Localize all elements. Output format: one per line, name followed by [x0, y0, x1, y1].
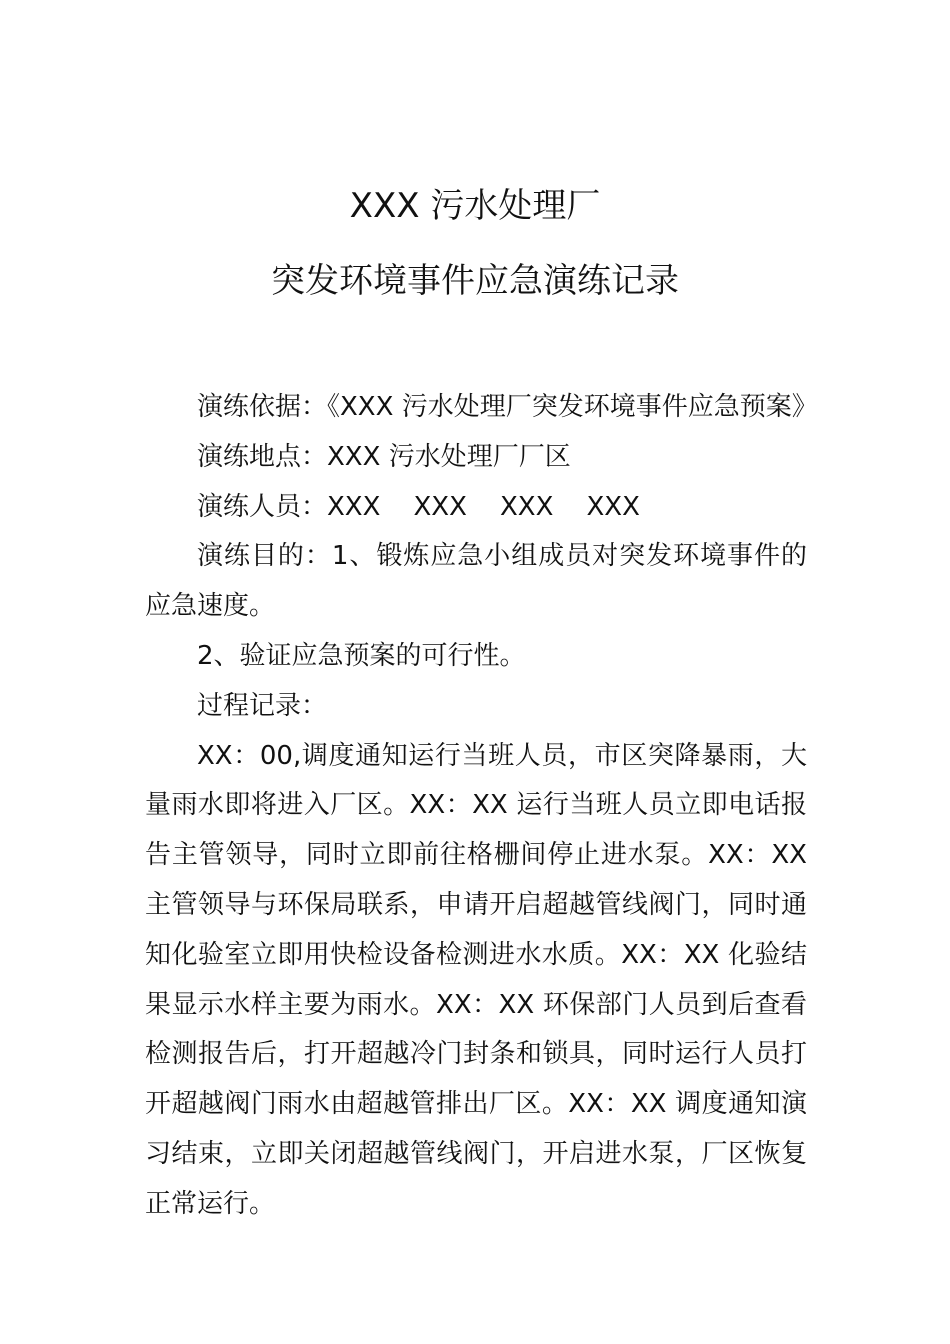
document-title-line-1: XXX 污水处理厂	[349, 186, 601, 226]
process-record-heading: 过程记录：	[197, 690, 328, 721]
drill-personnel-paragraph: 演练人员：XXX XXX XXX XXX	[197, 491, 640, 522]
drill-location-paragraph: 演练地点：XXX 污水处理厂厂区	[197, 441, 571, 472]
drill-purpose-paragraph: 演练目的：1、锻炼应急小组成员对突发环境事件的应急速度。	[145, 541, 807, 622]
drill-basis-paragraph: 演练依据：《XXX 污水处理厂突发环境事件应急预案》	[197, 392, 818, 422]
document-title-line-2: 突发环境事件应急演练记录	[271, 261, 679, 301]
drill-purpose-item-2: 2、验证应急预案的可行性。	[197, 640, 526, 671]
document-body	[145, 383, 818, 1230]
process-record-paragraph: XX：00,调度通知运行当班人员，市区突降暴雨，大量雨水即将进入厂区。XX：XX 运行当班人员立即电话报告主管领导，同时立即前往格栅间停止进水泵。XX：XX 主管领导与环保局联系，申请开启超越管线阀门，同时通知化验室立即用快检设备检测进水水质。XX：XX 化验结果显示水样主要为雨水。XX：XX 环保部门人员到后查看检测报告后，打开超越冷门封条和锁具，同时运行人员打开超越阀门雨水由超越管排出厂区。XX：XX 调度通知演习结束，立即关闭超越管线阀门，开启进水泵，厂区恢复正常运行。	[145, 740, 807, 1219]
